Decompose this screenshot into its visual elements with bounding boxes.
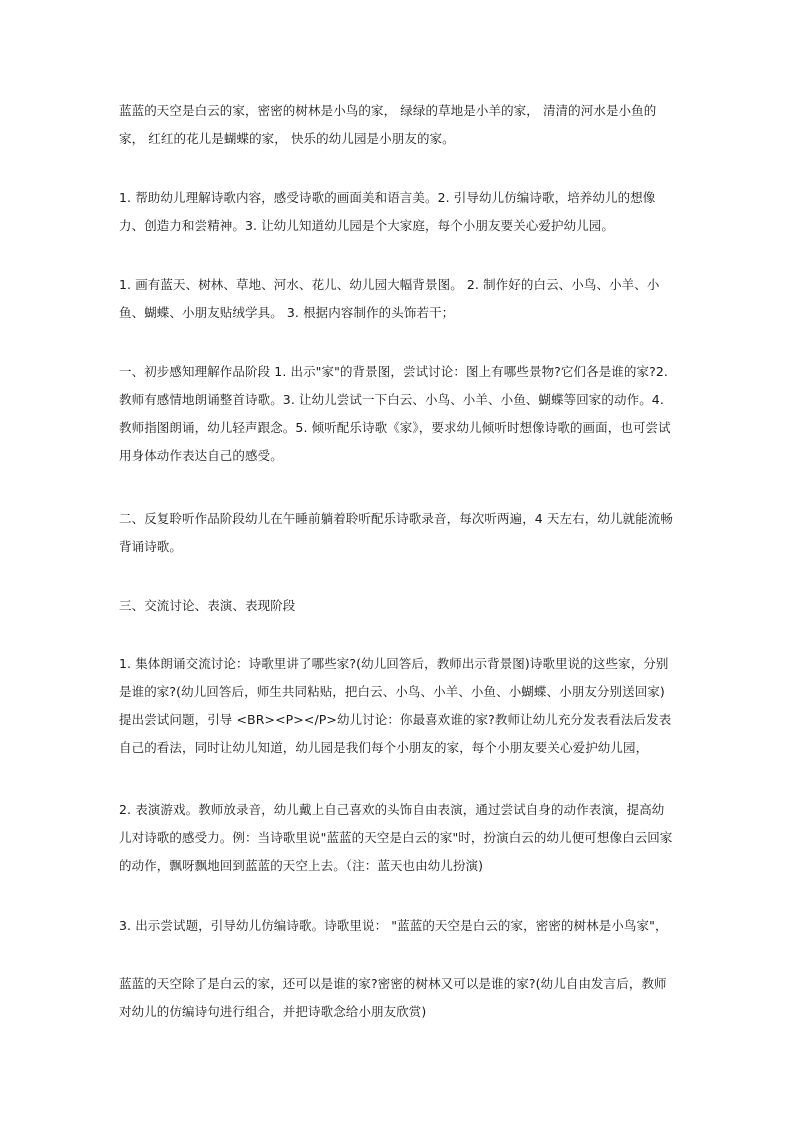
performance-paragraph: 2. 表演游戏。教师放录音，幼儿戴上自己喜欢的头饰自由表演，通过尝试自身的动作表演，提高幼儿对诗歌的感受力。例：当诗歌里说"蓝蓝的天空是白云的家"时，扮演白云的幼儿便可想像白云回家的动作，飘呀飘地回到蓝蓝的天空上去。（注：蓝天也由幼儿扮演) bbox=[119, 802, 673, 873]
objectives-paragraph: 1. 帮助幼儿理解诗歌内容，感受诗歌的画面美和语言美。2. 引导幼儿仿编诗歌，培养幼儿的想像力、创造力和尝精神。3. 让幼儿知道幼儿园是个大家庭，每个小朋友要关心爱护幼儿园。 bbox=[119, 190, 656, 233]
adaptation-question-paragraph: 蓝蓝的天空除了是白云的家，还可以是谁的家?密密的树林又可以是谁的家?(幼儿自由发言后，教师对幼儿的仿编诗句进行组合，并把诗歌念给小朋友欣赏) bbox=[119, 976, 667, 1019]
stage-one-paragraph: 一、初步感知理解作品阶段 1. 出示"家"的背景图，尝试讨论：图上有哪些景物?它们各是谁的家?2. 教师有感情地朗诵整首诗歌。3. 让幼儿尝试一下白云、小鸟、小羊、小鱼、蝴蝶等回家的动作。4. 教师指图朗诵，幼儿轻声跟念。5. 倾听配乐诗歌《家》，要求幼儿倾听时想像诗歌的画面，也可尝试用身体动作表达自己的感受。 bbox=[119, 364, 671, 463]
discussion-paragraph: 1. 集体朗诵交流讨论：诗歌里讲了哪些家?(幼儿回答后，教师出示背景图)诗歌里说的这些家，分别是谁的家?(幼儿回答后，师生共同粘贴，把白云、小鸟、小羊、小鱼、小蝴蝶、小朋友分别送回家)提出尝试问题，引导 <BR><P></P>幼儿讨论：你最喜欢谁的家?教师让幼儿充分发表看法后发表自己的看法，同时让幼儿知道，幼儿园是我们每个小朋友的家，每个小朋友要关心爱护幼儿园， bbox=[119, 656, 672, 755]
stage-two-paragraph: 二、反复聆听作品阶段幼儿在午睡前躺着聆听配乐诗歌录音，每次听两遍，4 天左右，幼儿就能流畅背诵诗歌。 bbox=[119, 511, 673, 554]
adaptation-paragraph: 3. 出示尝试题，引导幼儿仿编诗歌。诗歌里说： "蓝蓝的天空是白云的家，密密的树林是小鸟家"， bbox=[119, 918, 668, 933]
materials-paragraph: 1. 画有蓝天、树林、草地、河水、花儿、幼儿园大幅背景图。 2. 制作好的白云、小鸟、小羊、小鱼、蝴蝶、小朋友贴绒学具。 3. 根据内容制作的头饰若干； bbox=[119, 277, 660, 320]
stage-three-heading: 三、交流讨论、表演、表现阶段 bbox=[119, 598, 296, 613]
poem-text: 蓝蓝的天空是白云的家，密密的树林是小鸟的家， 绿绿的草地是小羊的家， 清清的河水是小鱼的家， 红红的花儿是蝴蝶的家， 快乐的幼儿园是小朋友的家。 bbox=[119, 103, 657, 146]
